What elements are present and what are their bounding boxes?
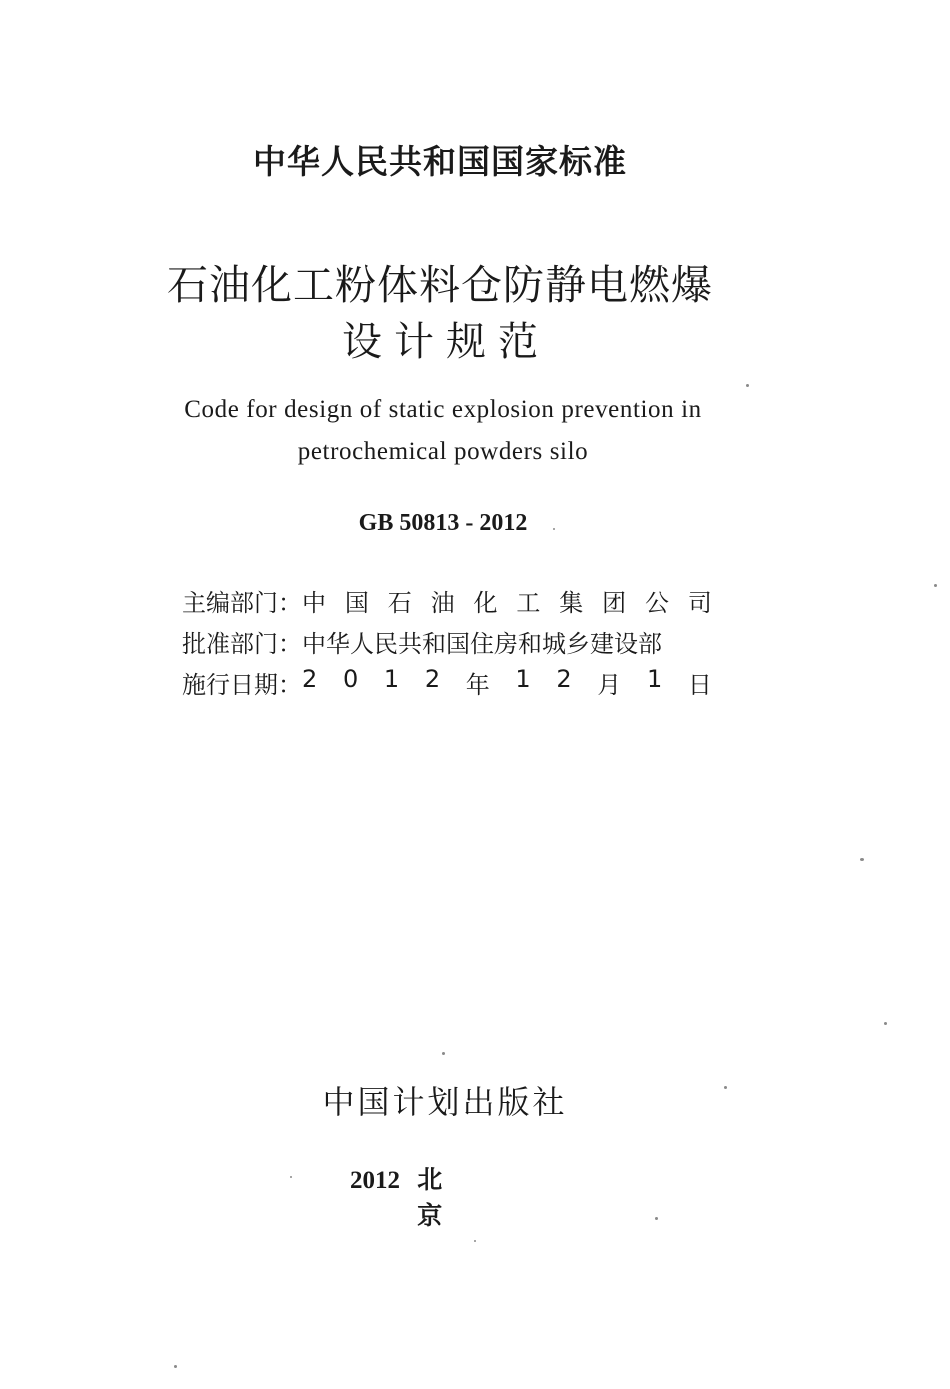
scan-speck — [174, 1365, 177, 1368]
date-value-char: 2 — [556, 665, 572, 693]
info-block — [182, 580, 712, 703]
editor-value-char: 油 — [430, 589, 455, 617]
editor-value-char: 集 — [559, 589, 584, 617]
date-value-char: 年 — [465, 671, 490, 699]
editor-value-char: 工 — [516, 589, 541, 617]
publication-year: 2012 — [350, 1167, 400, 1194]
editor-label: 主编部门： — [182, 589, 302, 617]
date-label: 施行日期： — [182, 671, 302, 699]
chinese-title-line-1: 石油化工粉体料仓防静电燃爆 — [167, 261, 713, 309]
chinese-title-line-2: 设计规范 — [342, 319, 550, 365]
series-title: 中华人民共和国国家标准 — [253, 142, 627, 181]
date-value-char: 日 — [687, 671, 712, 699]
publication-line — [350, 1160, 550, 1232]
editor-value-char: 司 — [687, 589, 712, 617]
scan-speck — [655, 1217, 658, 1220]
date-value-char: 2 — [302, 665, 318, 693]
approver-value: 中华人民共和国住房和城乡建设部 — [302, 630, 662, 658]
editor-value-char: 石 — [387, 589, 412, 617]
approver-row — [182, 621, 712, 662]
scan-speck — [553, 528, 555, 530]
date-value-char: 1 — [383, 665, 400, 693]
date-value-char: 0 — [342, 665, 359, 693]
date-value — [302, 665, 712, 700]
date-value-char: 2 — [424, 665, 441, 693]
editor-row — [182, 580, 712, 621]
publisher-name: 中国计划出版社 — [322, 1083, 568, 1121]
date-row — [182, 662, 712, 703]
standard-number: GB 50813 - 2012 — [358, 510, 528, 536]
english-title-line-2: petrochemical powders silo — [297, 438, 589, 465]
editor-value-char: 中 — [302, 589, 326, 617]
editor-value-char: 国 — [344, 589, 369, 617]
editor-value-char: 公 — [645, 589, 669, 617]
approver-label: 批准部门： — [182, 630, 302, 658]
date-value-char: 月 — [597, 671, 622, 699]
scan-speck — [474, 1240, 476, 1242]
publication-city: 北京 — [417, 1165, 499, 1230]
editor-value — [302, 583, 712, 618]
scan-speck — [724, 1086, 727, 1089]
scan-speck — [442, 1052, 445, 1055]
scan-speck — [290, 1176, 292, 1178]
scan-speck — [884, 1022, 887, 1025]
editor-value-char: 化 — [473, 589, 498, 617]
scan-speck — [934, 584, 937, 587]
date-value-char: 1 — [646, 665, 663, 693]
english-title-line-1: Code for design of static explosion prevention in — [184, 396, 702, 423]
scan-speck — [860, 858, 864, 861]
date-value-char: 1 — [515, 665, 531, 693]
editor-value-char: 团 — [602, 589, 627, 617]
scan-speck — [746, 384, 749, 387]
